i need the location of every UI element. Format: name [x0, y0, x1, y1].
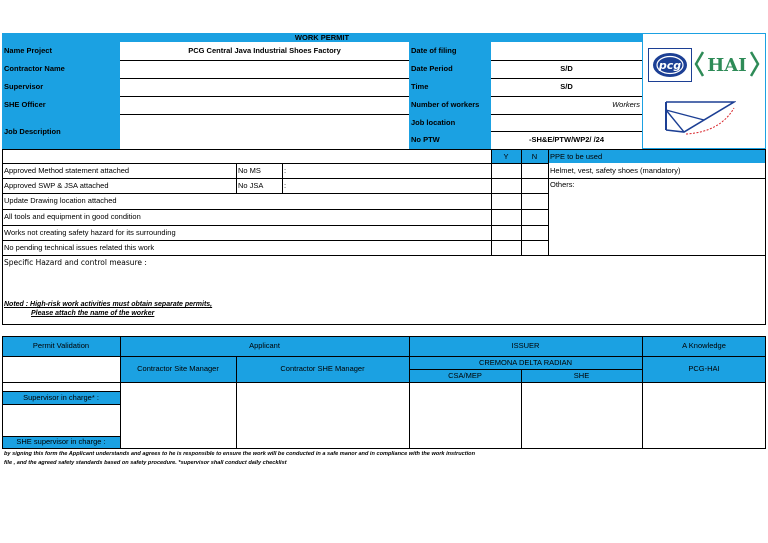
form-title: WORK PERMIT	[294, 32, 350, 42]
checklist-item-method-statement: Approved Method statement attached	[4, 165, 130, 175]
date-of-filing-value[interactable]	[491, 42, 642, 60]
check-y-tools[interactable]	[491, 209, 521, 225]
ref-label-jsa: No JSA	[238, 180, 264, 190]
issuer-label: ISSUER	[511, 341, 540, 351]
she-supervisor-in-charge-label: SHE supervisor in charge :	[16, 437, 106, 447]
ref-sep-jsa: :	[284, 180, 287, 190]
signature-she-issuer[interactable]	[521, 382, 642, 448]
check-y-technical[interactable]	[491, 240, 521, 255]
she-issuer-label: SHE	[573, 370, 590, 380]
name-project-value[interactable]: PCG Central Java Industrial Shoes Factory	[188, 46, 341, 56]
checklist-item-drawing: Update Drawing location attached	[4, 196, 117, 206]
no-column-header: N	[531, 151, 538, 161]
applicant-label: Applicant	[249, 341, 280, 351]
contractor-site-manager-label: Contractor Site Manager	[137, 364, 219, 374]
job-description-value[interactable]	[120, 114, 409, 149]
footer-line-2: file , and the agreed safety standards based on safety procedure. *supervisor shall conduct daily checklist	[4, 460, 287, 466]
number-of-workers-label: Number of workers	[411, 100, 480, 110]
signature-she-manager[interactable]	[236, 382, 409, 448]
supervisor-in-charge-label: Supervisor in charge* :	[23, 392, 99, 402]
check-n-drawing[interactable]	[521, 193, 548, 209]
date-of-filing-label: Date of filing	[411, 46, 457, 56]
time-label: Time	[411, 82, 429, 92]
ref-label-ms: No MS	[238, 165, 261, 175]
checklist-item-tools: All tools and equipment in good condition	[4, 212, 141, 222]
time-value[interactable]: S/D	[560, 82, 573, 92]
issuer-company-label: CREMONA DELTA RADIAN	[478, 357, 573, 367]
supervisor-label: Supervisor	[4, 82, 44, 92]
pcg-logo-text: pcg	[658, 59, 682, 72]
check-y-surrounding[interactable]	[491, 225, 521, 240]
yes-column-header: Y	[503, 151, 509, 161]
acknowledge-label: A Knowledge	[682, 341, 726, 351]
supervisor-value[interactable]	[120, 78, 409, 96]
ppe-header: PPE to be used	[550, 151, 603, 161]
ppe-others[interactable]: Others:	[550, 180, 575, 189]
check-y-ms[interactable]	[491, 163, 521, 178]
note-line-2: Please attach the name of the worker	[31, 310, 155, 317]
checklist-item-swp-jsa: Approved SWP & JSA attached	[4, 180, 109, 190]
checklist-item-hazard-surrounding: Works not creating safety hazard for its surrounding	[4, 227, 176, 237]
ppe-mandatory: Helmet, vest, safety shoes (mandatory)	[550, 165, 681, 175]
date-period-value[interactable]: S/D	[560, 64, 573, 74]
job-description-label: Job Description	[4, 126, 61, 136]
check-n-jsa[interactable]	[521, 178, 548, 193]
check-n-ms[interactable]	[521, 163, 548, 178]
no-ptw-label: No PTW	[411, 135, 440, 145]
check-n-technical[interactable]	[521, 240, 548, 255]
contractor-name-label: Contractor Name	[4, 64, 65, 74]
she-officer-value[interactable]	[120, 96, 409, 114]
she-officer-label: SHE Officer	[4, 100, 46, 110]
contractor-she-manager-label: Contractor SHE Manager	[280, 364, 365, 374]
hai-logo-text: HAI	[707, 55, 747, 76]
signature-site-manager[interactable]	[120, 382, 236, 448]
hazard-input-area[interactable]	[4, 268, 764, 298]
pcg-logo	[648, 48, 692, 82]
csa-mep-label: CSA/MEP	[448, 370, 482, 380]
check-y-jsa[interactable]	[491, 178, 521, 193]
job-location-value[interactable]	[491, 114, 642, 131]
contractor-name-value[interactable]	[120, 60, 409, 78]
ref-sep-ms: :	[284, 165, 287, 175]
job-location-label: Job location	[411, 117, 456, 127]
structure-sketch-icon	[664, 98, 736, 138]
check-y-drawing[interactable]	[491, 193, 521, 209]
hazard-label: Specific Hazard and control measure :	[4, 258, 147, 267]
footer-line-1: by signing this form the Applicant understands and agrees to he is responsible to ensure the work will be conducted in a safe manor and in compliance with the work instruction	[4, 451, 475, 457]
no-ptw-value[interactable]: -SH&E/PTW/WP2/ /24	[528, 135, 604, 145]
name-project-label: Name Project	[4, 46, 52, 56]
signature-pcg-hai[interactable]	[642, 382, 766, 448]
permit-validation-label: Permit Validation	[32, 341, 90, 351]
note-line-1: Noted : High-risk work activities must obtain separate permits,	[4, 301, 213, 308]
check-n-surrounding[interactable]	[521, 225, 548, 240]
number-of-workers-value[interactable]: Workers	[612, 100, 640, 110]
check-n-tools[interactable]	[521, 209, 548, 225]
checklist-item-technical-issues: No pending technical issues related this work	[4, 242, 155, 252]
date-period-label: Date Period	[411, 64, 453, 74]
signature-csa-mep[interactable]	[409, 382, 521, 448]
hai-logo	[694, 50, 760, 78]
pcg-hai-label: PCG-HAI	[688, 364, 720, 374]
